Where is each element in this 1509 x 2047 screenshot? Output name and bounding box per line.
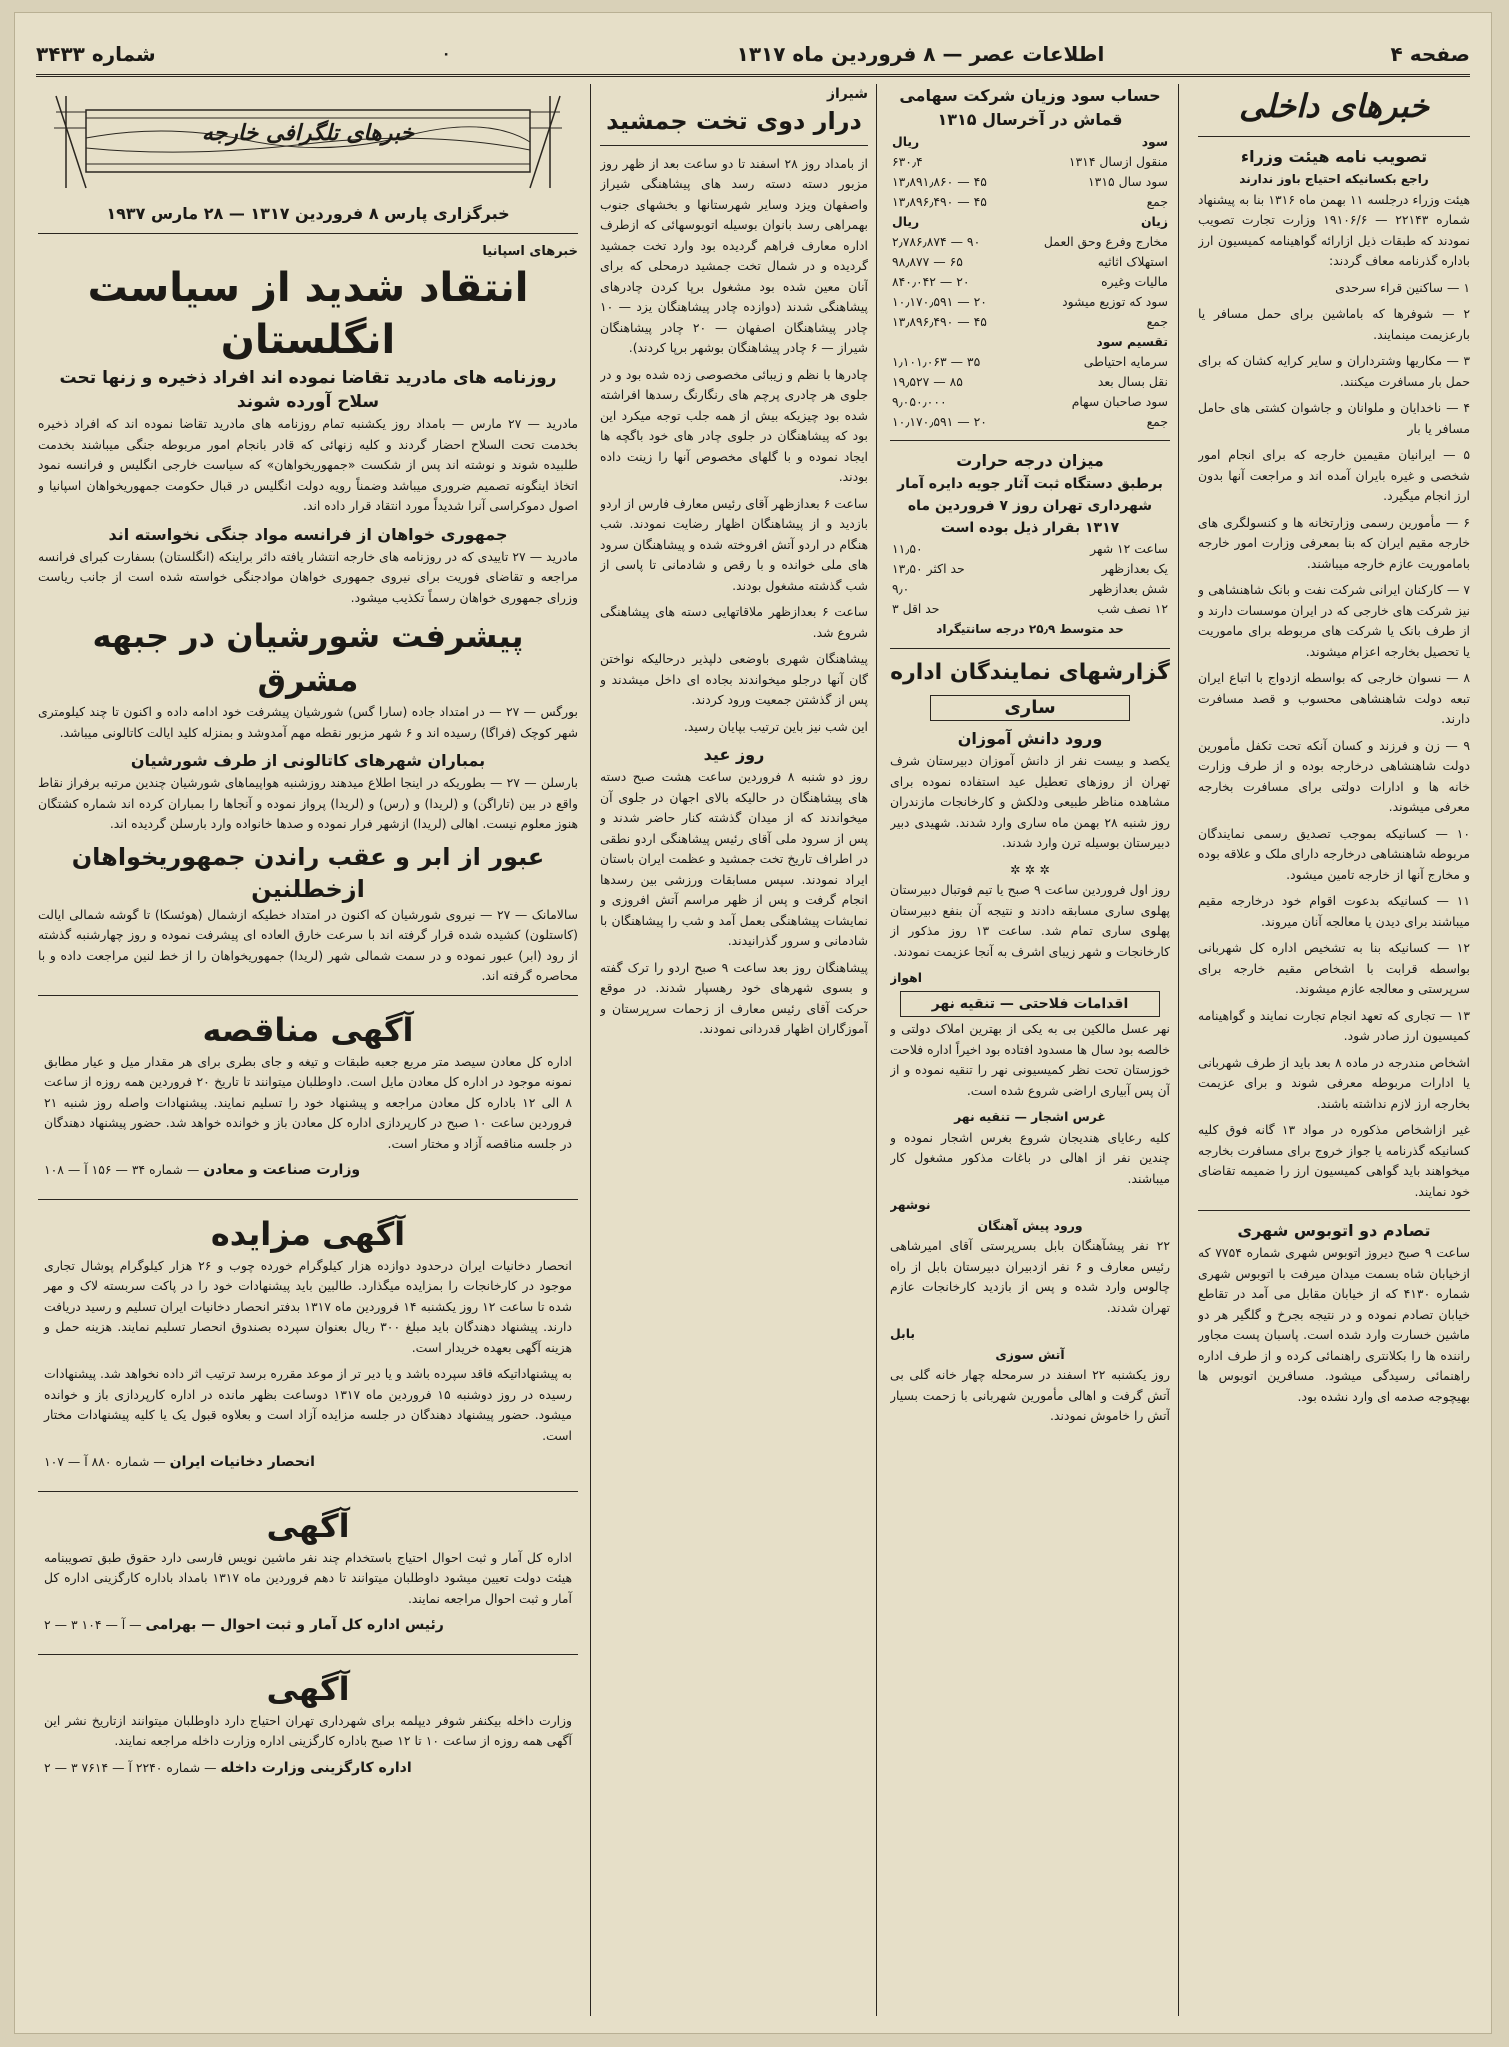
column-finance-reports <box>890 84 1170 2016</box>
cabinet-intro: هیئت وزراء درجلسه ۱۱ بهمن ماه ۱۳۱۶ بنا به پیشنهاد شماره ۲۲۱۴۳ — ۱۹۱۰۶/۶ وزارت تجارت تصویب نمودند که طبقات ذیل ازارائه گواهینامه کمیسیون ارز باداره گذرنامه معاف گردند: <box>1198 191 1470 268</box>
ad-statistics: آگهی اداره کل آمار و ثبت احوال احتیاج باستخدام چند نفر ماشین نویس فارسی دارد حقوق طبق تصویبنامه هیئت دولت تعیین میشود داوطلبان میتوانند تا دهم فروردین ماه ۱۳۱۷ بامداد باداره کارگزینی اداره کل آمار و ثبت احوال مراجعه نمایند. رئیس اداره کل آمار و ثبت احوال — بهرامی — آ — ۱۰۴ ۳ — ۲ <box>38 1500 578 1646</box>
column-rule <box>590 84 591 2016</box>
temperature-average: حد متوسط ۲۵٫۹ درجه سانتیگراد <box>936 622 1124 636</box>
decree-item: ۳ — مکاریها وشترداران و سایر کرایه کشان که برای حمل بار مسافرت میکنند. <box>1198 353 1470 389</box>
article-paragraph: از بامداد روز ۲۸ اسفند تا دو ساعت بعد از ظهر روز مزبور دسته دسته رسد های پیشاهنگی شیراز واصفهان ویزد وسایر شهرستانها و بخشهای جنوب بهمراهی رسد بانوان بوسیله اتوبوسهائی که ازطرف اداره معارف فراهم گردیده بود وارد تخت جمشید گردیده و در شمال تخت جمشید درمحلی که برای آنان معین شده بود مشغول برپا کردن چادرهای پیشاهنگی شدند (دوازده چادر پیشاهنگان یزد — ۱۰ چادر پیشاهنگان اصفهان — ۲۰ چادر پیشاهنگان شیراز — ۶ چادر پیشاهنگان بوشهر برپا کردند). <box>600 155 868 355</box>
eid-title: روز عید <box>703 745 765 764</box>
table-row: مخارج وفرع وحق العمل ۲٫۷۸۶٫۸۷۴ — ۹۰ <box>892 234 1168 249</box>
persepolis-title: درار دوی تخت جمشید <box>606 106 862 135</box>
decree-item: ۲ — شوفرها که باماشین برای حمل مسافر یا بارعزیمت مینمایند. <box>1198 306 1470 342</box>
auction-number: شماره ۸۸۰ آ — ۱۰۷ <box>44 1454 150 1469</box>
decree-item: ۱۱ — کسانیکه بدعوت اقوام خود درخارجه مقیم میباشند برای دیدن یا معالجه آنان میروند. <box>1198 893 1470 929</box>
students-text: یکصد و بیست نفر از دانش آموزان دبیرستان شرف تهران از روزهای تعطیل عید استفاده نموده برای مشاهده مناظر طبیعی ودلکش و کارخانجات مازندران روز شنبه ۲۸ بهمن ماه ساری وارد شدند. شهیدی دبیر دبیرستان بوسیله ترن وارد شدند. <box>890 753 1170 850</box>
east-front-headline: پیشرفت شورشیان در جبهه مشرق <box>92 617 524 699</box>
paper-date: اطلاعات عصر — ۸ فروردین ماه ۱۳۱۷ <box>736 42 1105 66</box>
spain2-text: مادرید — ۲۷ تاییدی که در روزنامه های خارجه انتشار یافته دائر براینکه (انگلستان) بسفارت کبرای فرانسه مراجعه و تقاضای فوریت برای نیروی جمهوری خواهان موادجنگی خواسته شده است از جانب ریاست وزرای جمهوری خواهان رسماً تکذیب میشود. <box>38 548 578 605</box>
decree-item: ۹ — زن و فرزند و کسان آنکه تحت تکفل مأمورین دولت شاهنشاهی درخارجه بوده و از طرف وزارت خانه ها و ادارات دولتی برای مسافرت بخارجه معرفی میشوند. <box>1198 737 1470 814</box>
star-divider: ✲ ✲ ✲ <box>1010 861 1050 877</box>
auction-ad: آگهی مزایده انحصار دخانیات ایران درحدود دوازده هزار کیلوگرام خورده چوب و ۲۶ هزار کیلوگرام پوشال تجاری موجود در کارخانجات را بمزایده میگذارد. طالبین باید پیشنهادات خود را در پاکت سربسته لاک و مهر شده تا ساعت ۱۲ روز یکشنبه ۱۴ فروردین ماه ۱۳۱۷ بدفتر انحصار دخانیات ایران تسلیم و رسید دریافت دارند. پیشنهاد دهندگان باید مبلغ ۳۰۰ ریال بعنوان سپرده بصندوق انحصار تسلیم نمایند. هزینه حمل و هزینه آگهی بعهده خریدار است. به پیشنهاداتیکه فاقد سپرده باشد و یا دیر تر از موعد مقرره برسد ترتیب اثر داده نخواهد شد. پیشنهادات رسیده در روز دوشنبه ۱۵ فروردین ماه ۱۳۱۷ دوساعت بظهر مانده در اداره کارپردازی باز و خوانده میشود. حضور پیشنهاد دهندگان در جلسه مزایده آزاد است و بعلاوه قبول یک یا کلیه پیشنهادات مختار است. انحصار دخانیات ایران — شماره ۸۸۰ آ — ۱۰۷ <box>38 1208 578 1483</box>
kicker-shiraz: شیراز <box>826 86 868 102</box>
masthead <box>36 34 1470 77</box>
table-row: شش بعدازظهر ۹٫۰ <box>892 581 1168 596</box>
article-paragraph: ساعت ۶ بعدازظهر ملاقاتهایی دسته های پیشاهنگی شروع شد. <box>600 604 868 640</box>
cabinet-title: تصویب نامه هیئت وزراء <box>1240 147 1428 166</box>
table-row: ۱۲ نصف شب ۳ حد اقل <box>892 601 1168 616</box>
article-paragraph: چادرها با نظم و زیبائی مخصوصی زده شده بود و در جلوی هر چادری پرچم های رنگارنگ رسدها افراشته شده بود چیزیکه بیش از همه جلب توجه میکرد این بود که پیشاهنگان در جلوی چادر های خود باگچه ها ایجاد نموده و با گلهای مخصوص آنها را زینت داده بودند. <box>600 366 868 484</box>
region-label-sari: ساری <box>930 695 1130 722</box>
trees-title: غرس اشجار — تنقیه نهر <box>954 1109 1106 1124</box>
article-paragraph: این شب نیز باین ترتیب بپایان رسید. <box>683 718 868 734</box>
decree-item: ۴ — ناخدایان و ملوانان و جاشوان کشتی های حامل مسافر یا بار <box>1198 400 1470 436</box>
table-row: سود سال ۱۳۱۵ ۱۳٫۸۹۱٫۸۶۰ — ۴۵ <box>892 174 1168 189</box>
bombing-title: بمباران شهرهای کاتالونی از طرف شورشیان <box>130 751 486 770</box>
trees-text: کلیه رعایای هندیجان شروع بغرس اشجار نموده و چندین نفر از اهالی در باغات مذکور مشغول کار میباشند. <box>890 1129 1170 1186</box>
foreign-news-banner <box>46 88 570 196</box>
spain2-title: جمهوری خواهان از فرانسه مواد جنگی نخواسته اند <box>108 524 508 544</box>
auction-text-2: به پیشنهاداتیکه فاقد سپرده باشد و یا دیر تر از موعد مقرره برسد ترتیب اثر داده نخواهد شد. پیشنهادات رسیده در روز دوشنبه ۱۵ فروردین ماه ۱۳۱۷ دوساعت بظهر مانده در اداره کارپردازی باز و خوانده میشود. حضور پیشنهاد دهندگان در جلسه مزایده آزاد است و بعلاوه قبول یک یا کلیه پیشنهادات مختار است. <box>44 1366 572 1443</box>
auction-text: انحصار دخانیات ایران درحدود دوازده هزار کیلوگرام خورده چوب و ۲۶ هزار کیلوگرام پوشال تجاری موجود در کارخانجات را بمزایده میگذارد. طالبین باید پیشنهادات خود را در پاکت سربسته لاک و مهر شده تا ساعت ۱۲ روز یکشنبه ۱۴ فروردین ماه ۱۳۱۷ بدفتر انحصار دخانیات ایران تسلیم و رسید دریافت دارند. پیشنهاد دهندگان باید مبلغ ۳۰۰ ریال بعنوان سپرده بصندوق انحصار تسلیم نمایند. هزینه حمل و هزینه آگهی بعهده خریدار است. <box>44 1257 572 1355</box>
table-row: مالیات وغیره ۸۴۰٫۰۴۲ — ۲۰ <box>892 274 1168 289</box>
column-persepolis <box>600 84 868 2016</box>
fire-text: روز یکشنبه ۲۲ اسفند در سرمحله چهار خانه گلی بی آتش گرفت و اهالی مأمورین شهربانی با زحمت بسیار آتش را خاموش نمودند. <box>890 1367 1170 1423</box>
accident-title: تصادم دو اتوبوس شهری <box>1237 1221 1431 1240</box>
cabinet-sub: راجع بکسانیکه احتیاج باوز ندارند <box>1239 172 1429 186</box>
distribution-head: تقسیم سود <box>1096 334 1168 349</box>
tender-ad: آگهی مناقصه اداره کل معادن سیصد متر مربع جعبه طبقات و تیغه و جای بطری برای هر مقدار میل و عیار مطابق نمونه موجود در اداره کل معادن مایل است. داوطلبان میتوانند تا تاریخ ۲۰ فروردین همه روزه از ساعت ۸ الی ۱۲ باداره کل معادن مراجعه و پیشنهاد خود را تسلیم نمایند. پیشنهادات واصله روز شنبه ۲۱ فروردین ساعت ۱۰ صبح در کارپردازی اداره کل معادن باز و خوانده خواهد شد. حضور پیشنهاد دهندگان در جلسه مناقصه آزاد و مختار است. وزارت صناعت و معادن — شماره ۳۴ — ۱۵۶ آ — ۱۰۸ <box>38 1004 578 1191</box>
ad2-number: شماره ۲۲۴۰ آ — ۷۶۱۴ ۳ — ۲ <box>44 1759 201 1775</box>
ad2-title: آگهی <box>266 1669 350 1708</box>
bombing-text: بارسلن — ۲۷ — بطوریکه در اینجا اطلاع میدهند روزشنبه هواپیماهای شورشیان چندین مرتبه برفراز نقاط واقع در بین (تاراگن) و (لریدا) و (رس) و (لریدا) پرواز نموده و آنجاها را بمباران کرده اند شماره کشتگان هنوز معلوم نیست. اهالی (لریدا) ازشهر فرار نموده و صدها خانواده وارد بارسلن گردیده اند. <box>38 775 578 831</box>
ahvaz-text: نهر عسل مالکین بی به یکی از بهترین املاک دولتی و خالصه بود سال ها مسدود افتاده بود اخیراً اداره فلاحت خوزستان تحت نظر کمیسیونی نهر را تنقیه نموده و از آن پس آبیاری اراضی شروع شده است. <box>890 1021 1170 1098</box>
table-row: منقول ازسال ۱۳۱۴ ۶۳۰٫۴ <box>892 154 1168 169</box>
temperature-sub: برطبق دستگاه ثبت آثار جویه دایره آمار شهرداری تهران روز ۷ فروردین ماه ۱۳۱۷ بقرار ذیل بوده است <box>897 476 1163 536</box>
decree-item: ۱۰ — کسانیکه بموجب تصدیق رسمی نمایندگان مربوطه شاهنشاهی درخارجه دارای ملک و علاقه بوده و مخارج آنها از خارجه تامین میشود. <box>1198 825 1470 882</box>
ad2-signature: اداره کارگزینی وزارت داخله <box>220 1759 412 1776</box>
table-row: سرمایه احتیاطی ۱٫۱۰۱٫۰۶۳ — ۳۵ <box>892 354 1168 369</box>
region-label-babol: بابل <box>890 1326 916 1341</box>
table-row: جمع ۱۳٫۸۹۶٫۴۹۰ — ۴۵ <box>892 194 1168 209</box>
balance-title: حساب سود وزیان شرکت سهامی قماش در آخرسال ۱۳۱۵ <box>899 86 1161 129</box>
temperature-title: میزان درجه حرارت <box>956 451 1104 470</box>
profit-head: سود <box>1141 134 1168 149</box>
ebro-text: سالامانک — ۲۷ — نیروی شورشیان که اکنون در امتداد خطیکه ازشمال (هوئسکا) تا گوشه شمالی ایالت (کاستلون) کشیده شده قرار گرفته اند با سرعت خارق العاده ای پیشرفت نموده و روز چهارشنبه گذشته از رود (ابر) عبور نموده و در سمت شمالی شهر (لریدا) جمهوریخواهان را از خط لنین مراجعت داده و با محاصره گرفته اند. <box>38 906 578 983</box>
newspaper-page <box>14 12 1492 2034</box>
region-label-nowshahr: نوشهر <box>890 1197 931 1212</box>
tender-signature: وزارت صناعت و معادن <box>203 1162 361 1178</box>
table-row: جمع ۱۰٫۱۷۰٫۵۹۱ — ۲۰ <box>892 414 1168 429</box>
east-front-text: بورگس — ۲۷ — در امتداد جاده (سارا گس) شورشیان پیشرفت خود ادامه داده و اکنون تا چند کیلومتری شهر کوچک (فراگا) رسیده اند و ۶ شهر مزبور نقطه مهم آمدوشد و بمنزله کلید ایالت کاتالونی میباشد. <box>38 704 578 740</box>
center-mark: ۰ <box>441 46 451 62</box>
nowshahr-title: ورود پیش آهنگان <box>977 1217 1083 1233</box>
table-row: سود که توزیع میشود ۱۰٫۱۷۰٫۵۹۱ — ۲۰ <box>892 294 1168 309</box>
table-row: یک بعدازظهر ۱۳٫۵۰ حد اکثر <box>892 561 1168 576</box>
ahvaz-title: اقدامات فلاحتی — تنقیه نهر <box>900 991 1160 1018</box>
fire-title: آتش سوزی <box>995 1346 1065 1362</box>
column-rule <box>1178 84 1179 2016</box>
dateline: خبرگزاری پارس ۸ فروردین ۱۳۱۷ — ۲۸ مارس ۱۹۳۷ <box>106 204 510 223</box>
spain-subheadline: روزنامه های مادرید تقاضا نموده اند افراد ذخیره و زنها تحت سلاح آورده شوند <box>59 368 557 412</box>
closing-text: پیشاهنگان روز بعد ساعت ۹ صبح اردو را ترک گفته و بسوی شهرهای خود رهسپار شدند. در موقع حرکت آقای رئیس معارف از زحمات سرپرستان و آموزگاران اظهار قدردانی نمودند. <box>600 959 868 1036</box>
table-row: نقل بسال بعد ۱۹٫۵۲۷ — ۸۵ <box>892 374 1168 389</box>
football-text: روز اول فروردین ساعت ۹ صبح یا تیم فوتبال دبیرستان پهلوی ساری مسابقه دادند و نتیجه آن بنفع دبیرستان پهلوی ساری تمام شد. ساعت ۱۳ روز مذکور از کارخانجات و شهر زیبای اشرف به آنجا عزیمت نمودند. <box>890 882 1170 959</box>
temperature-table <box>890 539 1170 619</box>
ad1-title: آگهی <box>266 1506 350 1545</box>
decree-item: ۸ — نسوان خارجی که بواسطه ازدواج با اتباع ایران تبعه دولت شاهنشاهی محسوب و قصد مسافرت دارند. <box>1198 670 1470 726</box>
currency-label: ریال <box>892 134 920 149</box>
decree-item: ۱۳ — تجاری که تعهد انجام تجارت نمایند و گواهینامه کمیسیون ارز صادر شود. <box>1198 1007 1470 1043</box>
ad-interior: آگهی وزارت داخله بیکنفر شوفر دیپلمه برای شهرداری تهران احتیاج دارد داوطلبان میتوانند ازتاریخ نشر این آگهی همه روزه از ساعت ۱۰ تا ۱۲ صبح باداره کارگزینی اداره وزارت داخله مراجعه نمایند. اداره کارگزینی وزارت داخله — شماره ۲۲۴۰ آ — ۷۶۱۴ ۳ — ۲ <box>38 1663 578 1789</box>
auction-title: آگهی مزایده <box>210 1214 406 1253</box>
students-title: ورود دانش آموزان <box>957 729 1103 748</box>
article-paragraph: پیشاهنگان شهری باوضعی دلپذیر درحالیکه نواختن گان آنها درجلو میخواندند بجاده ای داخل میشدند و پس از گذشتن جمعیت ورود کردند. <box>600 651 868 707</box>
decree-item: ۷ — کارکنان ایرانی شرکت نفت و بانک شاهنشاهی و نیز شرکت های خارجی که در ایران موسسات دارند و از طرف بانک یا شرکت های مربوطه برای ماموریت یا تحصیل بخارجه اعزام میشوند. <box>1198 582 1470 659</box>
column-foreign-news <box>38 84 578 2016</box>
reports-title: گزارشهای نمایندگان اداره <box>890 659 1170 685</box>
issue-number: شماره ۳۴۳۳ <box>36 42 156 66</box>
auction-signature: انحصار دخانیات ایران <box>169 1454 315 1470</box>
spain-kicker: خبرهای اسپانیا <box>482 243 578 259</box>
ad1-signature: رئیس اداره کل آمار و ثبت احوال — بهرامی <box>145 1617 444 1633</box>
banner-title: خبرهای تلگرافی خارجه <box>201 121 415 146</box>
tender-text: اداره کل معادن سیصد متر مربع جعبه طبقات و تیغه و جای بطری برای هر مقدار میل و عیار مطابق نمونه موجود در اداره کل معادن مایل است. داوطلبان میتوانند تا تاریخ ۲۰ فروردین همه روزه از ساعت ۸ الی ۱۲ باداره کل معادن مراجعه و پیشنهاد خود را تسلیم نمایند. پیشنهادات واصله روز شنبه ۲۱ فروردین ساعت ۱۰ صبح در کارپردازی اداره کل معادن باز و خوانده خواهد شد. حضور پیشنهاد دهندگان در جلسه مناقصه آزاد و مختار است. <box>44 1053 572 1151</box>
nowshahr-text: ۲۲ نفر پیشآهنگان بابل بسرپرستی آقای امیرشاهی رئیس معارف و ۶ نفر ازدبیران دبیرستان بابل از راه چالوس وارد شده و پس از بازدید کارخانجات عازم تهران شدند. <box>890 1238 1170 1315</box>
table-row: جمع ۱۳٫۸۹۶٫۴۹۰ — ۴۵ <box>892 314 1168 329</box>
loss-head: زیان <box>1140 214 1168 229</box>
decree-item: ۶ — مأمورین رسمی وزارتخانه ها و کنسولگری های خارجه مقیم ایران که بنا بمعرفی وزارت امور خارجه باماموریت عازم خارجه میباشند. <box>1198 514 1470 571</box>
ad2-text: وزارت داخله بیکنفر شوفر دیپلمه برای شهرداری تهران احتیاج دارد داوطلبان میتوانند ازتاریخ نشر این آگهی همه روزه از ساعت ۱۰ تا ۱۲ صبح باداره کارگزینی اداره وزارت داخله مراجعه نمایند. <box>44 1712 572 1748</box>
ad1-number: آ — ۱۰۴ ۳ — ۲ <box>44 1617 126 1632</box>
column-domestic-decree <box>1198 84 1470 2016</box>
table-row: استهلاک اثاثیه ۹۸٫۸۷۷ — ۶۵ <box>892 254 1168 269</box>
region-label-ahvaz: اهواز <box>890 970 922 985</box>
table-row: ساعت ۱۲ شهر ۱۱٫۵۰ <box>892 541 1168 556</box>
table-row: سود صاحبان سهام ۹٫۰۵۰٫۰۰۰ <box>892 394 1168 409</box>
ebro-headline: عبور از ابر و عقب راندن جمهوریخواهان ازخطلنین <box>71 842 545 903</box>
spain-headline: انتقاد شدید از سیاست انگلستان <box>87 265 529 363</box>
balance-table <box>890 132 1170 432</box>
decree-note: غیر ازاشخاص مذکوره در مواد ۱۳ گانه فوق کلیه کسانیکه گذرنامه یا جواز خروج برای مسافرت بخارجه میخواهند باید گواهی کمیسیون ارز را ضمیمه تقاضای خود نمایند. <box>1198 1122 1470 1199</box>
decree-item: اشخاص مندرجه در ماده ۸ بعد باید از طرف شهربانی یا ادارات مربوطه معرفی شوند و برای عزیمت بخارجه ارز لازم نداشته باشند. <box>1198 1054 1470 1111</box>
article-paragraph: ساعت ۶ بعدازظهر آقای رئیس معارف فارس از اردو بازدید و از پیشاهنگان اظهار رضایت نمودند. شب هنگام در اردو آتش افروخته شده و پیشاهنگان سرود های ملی خوانده و با رقص و شادمانی تا پاسی از شب گذشته مشغول بودند. <box>600 495 868 593</box>
currency-label: ریال <box>892 214 920 229</box>
accident-text: ساعت ۹ صبح دیروز اتوبوس شهری شماره ۷۷۵۴ که ازخیابان شاه بسمت میدان میرفت با اتوبوس شهری شماره ۴۱۳۰ که از خیابان مقابل می آمد در تقاطع خیابان تصادم نموده و در نتیجه بجرخ و گلگیر هر دو ماشین خسارت وارد شده است. پاسبان پست مجاور راننده ها را بکلانتری راهنمائی کرده و از طرف اداره راهنمائی رسیدگی میشود. مسافرین اتوبوس ها بهیچوجه صدمه ای وارد نشده بود. <box>1198 1245 1470 1404</box>
decree-item: ۱ — ساکنین قراء سرحدی <box>1335 279 1470 295</box>
tender-number: شماره ۳۴ — ۱۵۶ آ — ۱۰۸ <box>44 1162 183 1177</box>
decree-item: ۵ — ایرانیان مقیمین خارجه که برای انجام امور شخصی و غیره بایران آمده اند و مراجعت آنها بدون ارز انجام میگیرد. <box>1198 447 1470 503</box>
column-rule <box>876 84 877 2016</box>
eid-text: روز دو شنبه ۸ فروردین ساعت هشت صبح دسته های پیشاهنگان در حالیکه بالای اجهان در جلوی آن میخواندند که از میدان گذشته کنار حاضر شدند و پس از سرود ملی آقای رئیس پیشاهنگی اردو نطقی در اطراف تاریخ تخت جمشید و عظمت ایران باستان ایراد نمودند. سپس مسابقات ورزشی بین رسدها انجام گرفت و پس از ظهر مراسم آتش افروزی و نمایشات پیشاهنگی بعمل آمد و شب را پیشاهنگان با شادمانی و سرور گذرانیدند. <box>600 769 868 948</box>
decree-item: ۱۲ — کسانیکه بنا به تشخیص اداره کل شهربانی بواسطه قرابت با اشخاص مقیم خارجه برای سرپرستی و معالجه عازم میشوند. <box>1198 940 1470 996</box>
section-title-domestic: خبرهای داخلی <box>1238 87 1430 125</box>
tender-title: آگهی مناقصه <box>202 1010 414 1049</box>
page-number: صفحه ۴ <box>1390 42 1470 66</box>
spain-text: مادرید — ۲۷ مارس — بامداد روز یکشنبه تمام روزنامه های مادرید تقاضا نموده اند که افراد ذخیره بخدمت تحت السلاح احضار گردند و کلیه زنهائی که قادر بانجام امور مربوطه جنگی میباشند بخدمت طلبیده شوند و نوشته اند پس از شکست «جمهوریخواهان» که سیاست خارجی انگلیس و فرانسه نمود اتخاذ اینگونه تصمیم ضروری میباشد وضمناً رویه دولت انگلیس در قبال حکومت جمهوریخواهان اسپانیا و اصول دموکراسی آنرا شدیداً مورد انتقاد قرار داده اند. <box>38 416 578 513</box>
ad1-text: اداره کل آمار و ثبت احوال احتیاج باستخدام چند نفر ماشین نویس فارسی دارد حقوق طبق تصویبنامه هیئت دولت تعیین میشود داوطلبان میتوانند تا دهم فروردین ماه ۱۳۱۷ بامداد باداره کارگزینی اداره کل آمار و ثبت احوال مراجعه نمایند. <box>44 1549 572 1606</box>
